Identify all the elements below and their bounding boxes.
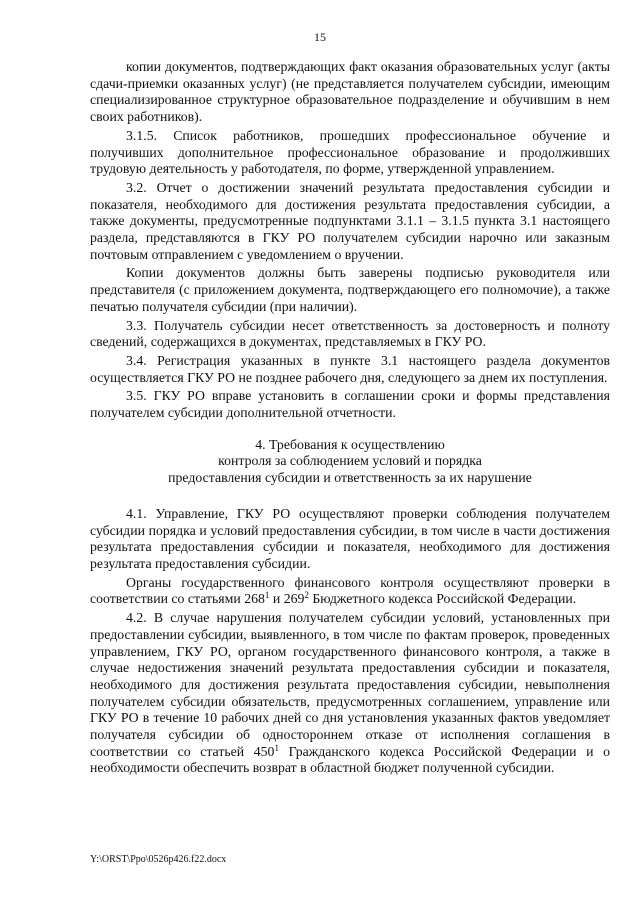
paragraph-3-2: 3.2. Отчет о достижении значений результата предоставления субсидии и показателя, необходимого для достижения результата предоставления субсидии, а также документы, предусмотренные подпунктами 3.1.1 – 3.1.5 пункта 3.1 настоящего раздела, представляются в ГКУ РО получателем субсидии нарочно или заказным почтовым отправлением с уведомлением о вручении. [90, 179, 610, 262]
paragraph-4-2 [90, 610, 610, 777]
fin-text-after: Бюджетного кодекса Российской Федерации. [308, 591, 577, 607]
section-heading-line2: контроля за соблюдением условий и порядка [218, 453, 482, 469]
fin-text-middle: и 269 [269, 591, 305, 607]
paragraph-copies-signature: Копии документов должны быть заверены подписью руководителя или представителя (с приложением документа, подтверждающего его полномочие), а также печатью получателя субсидии (при наличии). [90, 265, 610, 314]
footer-file-path: Y:\ORST\Ppo\0526p426.f22.docx [90, 854, 227, 865]
section-heading-line3: предоставления субсидии и ответственность за их нарушение [168, 470, 532, 486]
paragraph-3-4: 3.4. Регистрация указанных в пункте 3.1 настоящего раздела документов осуществляется ГКУ РО не позднее рабочего дня, следующего за днем их поступления. [90, 352, 610, 385]
paragraph-4-1: 4.1. Управление, ГКУ РО осуществляют проверки соблюдения получателем субсидии порядка и условий предоставления субсидии, в том числе в части достижения результата предоставления субсидии и показателя, необходимого для достижения результата предоставления субсидии. [90, 505, 610, 571]
paragraph-3-3: 3.3. Получатель субсидии несет ответственность за достоверность и полноту сведений, содержащихся в документах, представляемых в ГКУ РО. [90, 317, 610, 350]
paragraph-financial-control [90, 575, 610, 608]
document-body [90, 59, 610, 777]
page-number: 15 [314, 30, 326, 44]
paragraph-3-5: 3.5. ГКУ РО вправе установить в соглашении сроки и формы представления получателем субсидии дополнительной отчетности. [90, 388, 610, 421]
section-heading [90, 437, 610, 487]
fin-sup-2: 2 [304, 590, 309, 601]
p42-sup: 1 [274, 742, 279, 753]
fin-text-before: Органы государственного финансового контроля осуществляют проверки в соответствии со статьями 268 [90, 574, 610, 607]
fin-sup-1: 1 [264, 590, 270, 601]
p42-text-after: Гражданского кодекса Российской Федерации и о необходимости обеспечить возврат в областной бюджет полученной субсидии. [90, 743, 610, 776]
p42-text-before: 4.2. В случае нарушения получателем субсидии условий, установленных при предоставлении субсидии, выявленного, в том числе по фактам проверок, проведенных управлением, ГКУ РО, органом государственного финансового контроля, а также в случае недостижения значений результата предоставления субсидии и показателя, необходимого для достижения результата предоставления субсидии, невыполнения получателем субсидии обязательств, предусмотренных соглашением, управление или ГКУ РО в течение 10 рабочих дней со дня установления указанных фактов уведомляет получателя субсидии об одностороннем отказе от исполнения соглашения в соответствии со статьей 450 [90, 610, 610, 759]
paragraph-3-1-5: 3.1.5. Список работников, прошедших профессиональное обучение и получивших дополнительное профессиональное образование и продолживших трудовую деятельность у работодателя, по форме, утвержденной управлением. [90, 127, 610, 177]
paragraph-copies: копии документов, подтверждающих факт оказания образовательных услуг (акты сдачи-приемки оказанных услуг) (не представляется получателем субсидии, имеющим специализированное структурное образовательное подразделение и обучившим в нем своих работников). [90, 59, 610, 125]
section-heading-line1: 4. Требования к осуществлению [255, 436, 445, 452]
